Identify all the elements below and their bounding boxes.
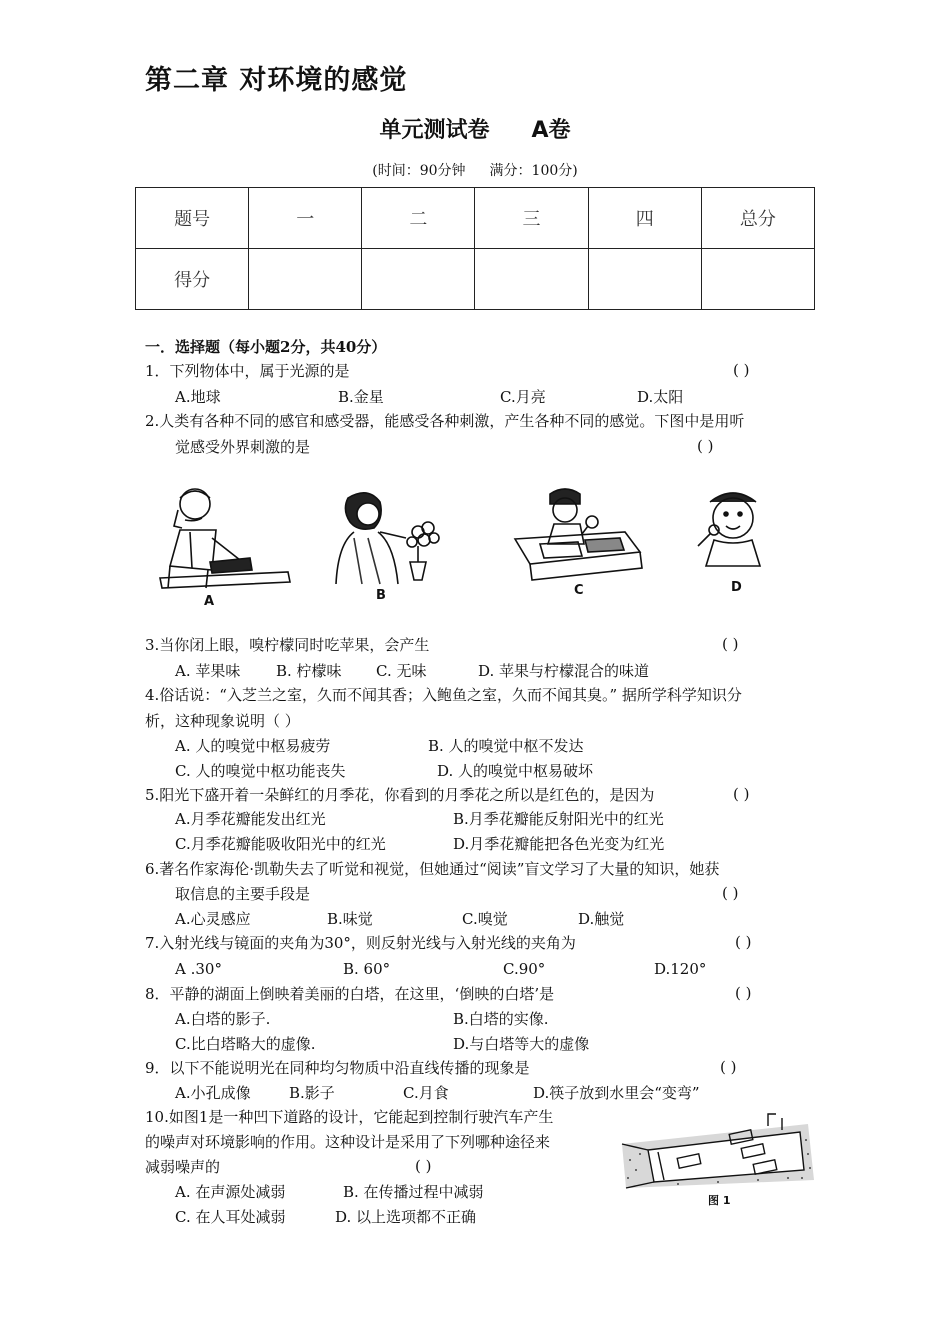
score-cell: 二 [362, 188, 475, 249]
section-heading: 一．选择题（每小题2分，共40分） [145, 338, 387, 356]
score-table-score-row [136, 249, 815, 310]
score-input-cell[interactable] [588, 249, 701, 310]
option: B. 60° [343, 960, 391, 978]
figure-1-caption: 图 1 [708, 1194, 731, 1207]
option: D. 苹果与柠檬混合的味道 [478, 662, 650, 680]
option: A.月季花瓣能发出红光 [175, 810, 326, 828]
option: A.心灵感应 [175, 910, 251, 928]
option: B. 人的嗅觉中枢不发达 [428, 737, 584, 755]
full-score-label: 满分：100分) [489, 163, 578, 179]
score-input-cell[interactable] [475, 249, 588, 310]
option: B. 柠檬味 [276, 662, 342, 680]
option: C. 在人耳处减弱 [175, 1208, 286, 1226]
question-8: 8．平静的湖面上倒映着美丽的白塔，在这里，‘倒映的白塔’是 [145, 985, 555, 1003]
child-eating-figure [688, 488, 778, 568]
answer-paren[interactable]: ( ) [720, 1058, 737, 1076]
option: B.月季花瓣能反射阳光中的红光 [453, 810, 664, 828]
option: A. 人的嗅觉中枢易疲劳 [175, 737, 331, 755]
person-smelling-flowers-figure [318, 488, 448, 588]
option: B.味觉 [327, 910, 373, 928]
score-input-cell[interactable] [362, 249, 475, 310]
answer-paren[interactable]: ( ) [697, 437, 714, 455]
option: D.触觉 [578, 910, 625, 928]
question-6-line2: 取信息的主要手段是 [175, 885, 311, 903]
question-6-line1: 6.著名作家海伦·凯勒失去了听觉和视觉，但她通过“阅读”盲文学习了大量的知识，她获 [145, 860, 720, 878]
figure-label-b: B [376, 588, 386, 603]
option: C.嗅觉 [462, 910, 508, 928]
option: C.90° [503, 960, 546, 978]
time-score-info [0, 160, 950, 180]
question-7: 7.入射光线与镜面的夹角为30°，则反射光线与入射光线的夹角为 [145, 934, 576, 952]
option: B.影子 [289, 1084, 335, 1102]
option: D.与白塔等大的虚像 [453, 1035, 590, 1053]
option: A.白塔的影子. [175, 1010, 271, 1028]
question-10-line3: 减弱噪声的 [145, 1158, 221, 1176]
option: C.月季花瓣能吸收阳光中的红光 [175, 835, 386, 853]
answer-paren[interactable]: ( ) [735, 984, 752, 1002]
sunken-road-figure [618, 1110, 816, 1190]
option: D.太阳 [637, 388, 684, 406]
option: A. 在声源处减弱 [175, 1183, 286, 1201]
unit-title-text: 单元测试卷 [379, 118, 490, 143]
option: C. 人的嗅觉中枢功能丧失 [175, 762, 346, 780]
paper-label: A卷 [531, 118, 571, 143]
option: D.筷子放到水里会“变弯” [533, 1084, 700, 1102]
score-table-header-row [136, 188, 815, 249]
question-10-line2: 的噪声对环境影响的作用。这种设计是采用了下列哪种途径来 [145, 1133, 551, 1151]
question-4-line2: 析，这种现象说明（ ） [145, 712, 300, 730]
question-3: 3.当你闭上眼，嗅柠檬同时吃苹果，会产生 [145, 636, 430, 654]
answer-paren[interactable]: ( ) [735, 933, 752, 951]
option: A.小孔成像 [175, 1084, 251, 1102]
score-input-cell[interactable] [701, 249, 814, 310]
option: B. 在传播过程中减弱 [343, 1183, 484, 1201]
child-with-magnifier-figure [510, 484, 645, 584]
question-2-line1: 2.人类有各种不同的感官和感受器，能感受各种刺激，产生各种不同的感觉。下图中是用听 [145, 412, 745, 430]
figure-label-d: D [731, 580, 742, 595]
option: B.金星 [338, 388, 384, 406]
score-cell: 一 [249, 188, 362, 249]
figure-label-a: A [204, 594, 215, 609]
option: D.月季花瓣能把各色光变为红光 [453, 835, 665, 853]
question-2-line2: 觉感受外界刺激的是 [175, 438, 311, 456]
question-9: 9．以下不能说明光在同种均匀物质中沿直线传播的现象是 [145, 1059, 530, 1077]
option: B.白塔的实像. [453, 1010, 549, 1028]
score-cell: 三 [475, 188, 588, 249]
option: C.比白塔略大的虚像. [175, 1035, 316, 1053]
score-cell: 题号 [136, 188, 249, 249]
answer-paren[interactable]: ( ) [722, 635, 739, 653]
option: C.月食 [403, 1084, 449, 1102]
question-1: 1．下列物体中，属于光源的是 [145, 362, 350, 380]
unit-title [0, 113, 950, 144]
score-table [135, 187, 815, 310]
person-on-phone-figure [150, 478, 295, 593]
option: C.月亮 [500, 388, 546, 406]
chapter-title: 第二章 对环境的感觉 [145, 65, 408, 96]
figure-label-c: C [574, 583, 584, 598]
score-cell: 得分 [136, 249, 249, 310]
option: D.120° [654, 960, 707, 978]
answer-paren[interactable]: ( ) [733, 785, 750, 803]
option: C. 无味 [376, 662, 427, 680]
time-label: (时间：90分钟 [372, 163, 466, 179]
question-10-line1: 10.如图1是一种凹下道路的设计，它能起到控制行驶汽车产生 [145, 1108, 554, 1126]
option: D. 以上选项都不正确 [335, 1208, 477, 1226]
score-input-cell[interactable] [249, 249, 362, 310]
option: A. 苹果味 [175, 662, 241, 680]
question-5: 5.阳光下盛开着一朵鲜红的月季花，你看到的月季花之所以是红色的，是因为 [145, 786, 655, 804]
question-4-line1: 4.俗话说：“入芝兰之室，久而不闻其香；入鲍鱼之室，久而不闻其臭。” 据所学科学知识分 [145, 686, 742, 704]
score-cell: 四 [588, 188, 701, 249]
score-cell: 总分 [701, 188, 814, 249]
answer-paren[interactable]: ( ) [733, 361, 750, 379]
option: A.地球 [175, 388, 221, 406]
option: A .30° [175, 960, 222, 978]
answer-paren[interactable]: ( ) [415, 1157, 432, 1175]
answer-paren[interactable]: ( ) [722, 884, 739, 902]
option: D. 人的嗅觉中枢易破坏 [437, 762, 594, 780]
